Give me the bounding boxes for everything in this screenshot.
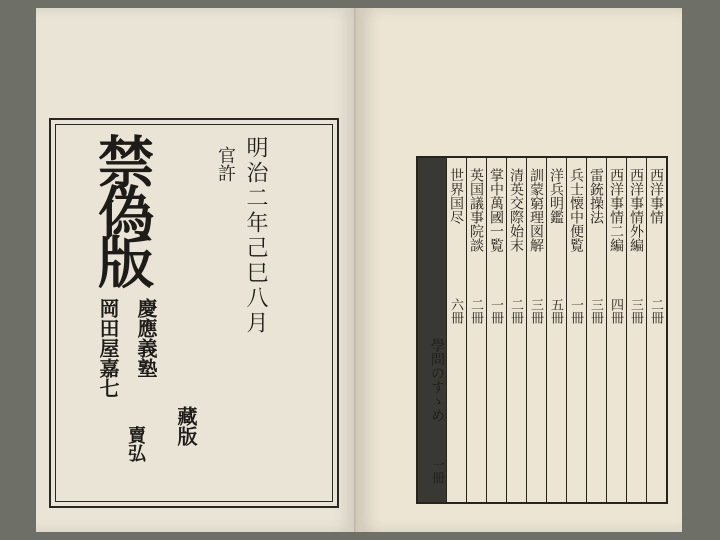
book-title: 西洋事情 — [648, 168, 664, 224]
column-divider — [466, 158, 467, 502]
book-volume: 二冊 — [648, 298, 663, 324]
book-volume: 五冊 — [548, 298, 563, 324]
book-volume: 一冊 — [488, 298, 503, 324]
footer-volume: 一冊 — [429, 458, 444, 484]
column-divider — [486, 158, 487, 502]
column-divider — [526, 158, 527, 502]
book-title: 掌中萬國一覧 — [488, 168, 504, 252]
book-title: 訓蒙窮理図解 — [528, 168, 544, 252]
book-volume: 三冊 — [628, 298, 643, 324]
book-volume: 二冊 — [468, 298, 483, 324]
column-divider — [506, 158, 507, 502]
date-line: 明治二年己巳八月 — [243, 136, 268, 336]
book-title: 兵士懐中便覧 — [568, 168, 584, 252]
book-title: 西洋事情二編 — [608, 168, 624, 252]
author-line: 慶應義塾 — [134, 298, 158, 378]
book-title: 雷銃操法 — [588, 168, 604, 224]
column-divider — [546, 158, 547, 502]
column-divider — [626, 158, 627, 502]
book-list-table — [416, 156, 668, 504]
column-divider — [446, 158, 447, 502]
book-volume: 三冊 — [528, 298, 543, 324]
footer-title: 學問のすゝめ — [429, 338, 445, 422]
owner-line: 藏版 — [174, 406, 198, 446]
book-title: 西洋事情外編 — [628, 168, 644, 252]
right-page — [358, 8, 682, 532]
publisher-line: 岡田屋嘉七 — [96, 298, 120, 398]
book-volume: 二冊 — [508, 298, 523, 324]
column-divider — [566, 158, 567, 502]
book-volume: 六冊 — [448, 298, 463, 324]
column-divider — [606, 158, 607, 502]
left-page — [36, 8, 356, 532]
book-title: 洋兵明鑑 — [548, 168, 564, 224]
book-volume: 三冊 — [588, 298, 603, 324]
book-title: 世界国尽 — [448, 168, 464, 224]
seller-line: 賣弘 — [125, 426, 146, 462]
book-volume: 一冊 — [568, 298, 583, 324]
book-title: 英国議事院談 — [468, 168, 484, 252]
column-divider — [586, 158, 587, 502]
permit-mark: 官許 — [215, 146, 236, 182]
table-edge-band — [418, 158, 446, 502]
book-title: 清英交際始末 — [508, 168, 524, 252]
title-large: 禁偽版 — [89, 133, 155, 283]
book-volume: 四冊 — [608, 298, 623, 324]
column-divider — [646, 158, 647, 502]
